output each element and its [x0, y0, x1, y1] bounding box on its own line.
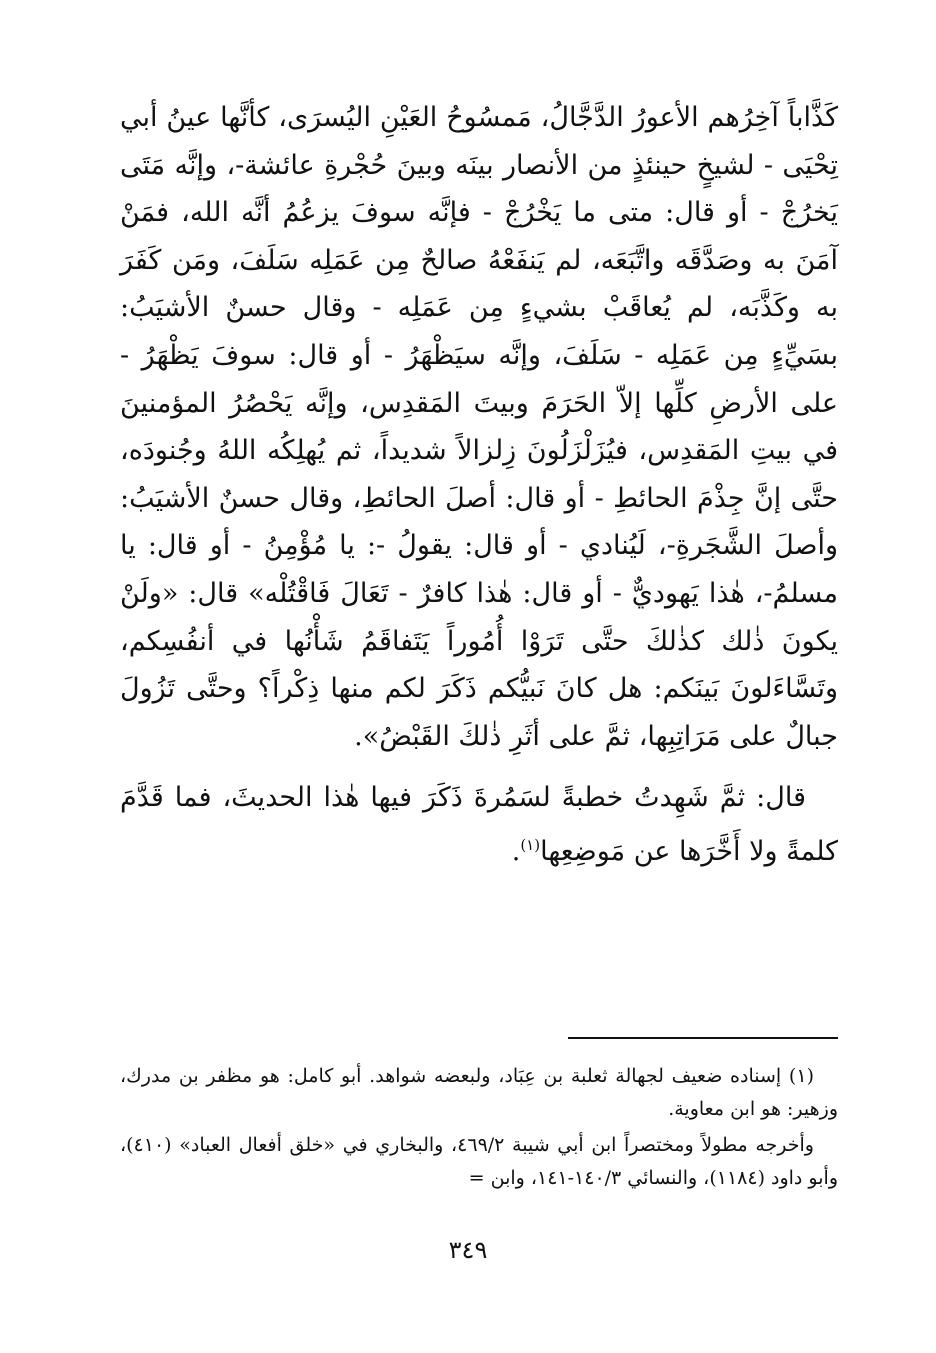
page-number: ٣٤٩	[448, 1236, 488, 1264]
footnotes	[120, 1060, 838, 1195]
footnote: وأخرجه مطولاً ومختصراً ابن أبي شيبة ٤٦٩/٢، والبخاري في «خلق أفعال العباد» (٤١٠)، وأبو داود (١١٨٤)، والنسائي ١٤٠/٣-١٤١، وابن =	[120, 1134, 838, 1189]
footnote-marker: (١)	[520, 835, 541, 854]
paragraph-2-end: .	[511, 835, 521, 867]
paragraph-1-text: كَذَّاباً آخِرُهم الأعورُ الدَّجَّالُ، مَمسُوحُ العَيْنِ اليُسرَى، كأنَّها عينُ أبي تِحْيَى - لشيخٍ حينئذٍ من الأنصار بينَه وبينَ حُجْرةِ عائشة-، وإنَّه مَتَى يَخرُجْ - أو قال: متى ما يَخْرُجْ - فإنَّه سوفَ يزعُمُ أنَّه الله، فمَنْ آمَنَ به وصَدَّقَه واتَّبَعَه، لم يَنفَعْهُ صالحٌ مِن عَمَلِه سَلَفَ، ومَن كَفَرَ به وكَذَّبَه، لم يُعاقَبْ بشيءٍ مِن عَمَلِه - وقال حسنٌ الأشيَبُ: بسَيِّءٍ مِن عَمَلِه - سَلَفَ، وإنَّه سيَظْهَرُ - أو قال: سوفَ يَظْهَرُ - على الأرضِ كلِّها إلاّ الحَرَمَ وبيتَ المَقدِس، وإنَّه يَحْصُرُ المؤمنينَ في بيتِ المَقدِس، فيُزَلْزَلُونَ زِلزالاً شديداً، ثم يُهلِكُه اللهُ وجُنودَه، حتَّى إنَّ جِذْمَ الحائطِ - أو قال: أصلَ الحائطِ، وقال حسنٌ الأشيَبُ: وأصلَ الشَّجَرةِ-، لَيُنادي - أو قال: يقولُ -: يا مُؤْمِنُ - أو قال: يا مسلمُ-، هٰذا يَهوديٌّ - أو قال: هٰذا كافرٌ - تَعَالَ فَاقْتُلْه» قال: «ولَنْ يكونَ ذٰلك كذٰلكَ حتَّى تَرَوْا أُمُوراً يَتَفاقَمُ شَأْنُها في أنفُسِكم، وتَسَّاءَلونَ بَينَكم: هل كانَ نَبيُّكم ذَكَرَ لكم منها ذِكْراً؟ وحتَّى تَزُولَ جبالٌ على مَرَاتِبِها، ثمَّ على أثَرِ ذٰلكَ القَبْضُ».	[120, 102, 838, 752]
main-text	[120, 94, 838, 876]
paragraph	[120, 774, 838, 875]
paragraph-2-text: قال: ثمَّ شَهِدتُ خطبةً لسَمُرةَ ذَكَرَ فيها هٰذا الحديثَ، فما قَدَّمَ كلمةً ولا أَخَّرَها عن مَوضِعِها	[120, 782, 838, 867]
footnote-divider	[568, 1037, 838, 1039]
paragraph	[120, 94, 838, 760]
footnote: (١) إسناده ضعيف لجهالة ثعلبة بن عِبَاد، ولبعضه شواهد. أبو كامل: هو مظفر بن مدرك، وزهير: هو ابن معاوية.	[120, 1065, 838, 1120]
